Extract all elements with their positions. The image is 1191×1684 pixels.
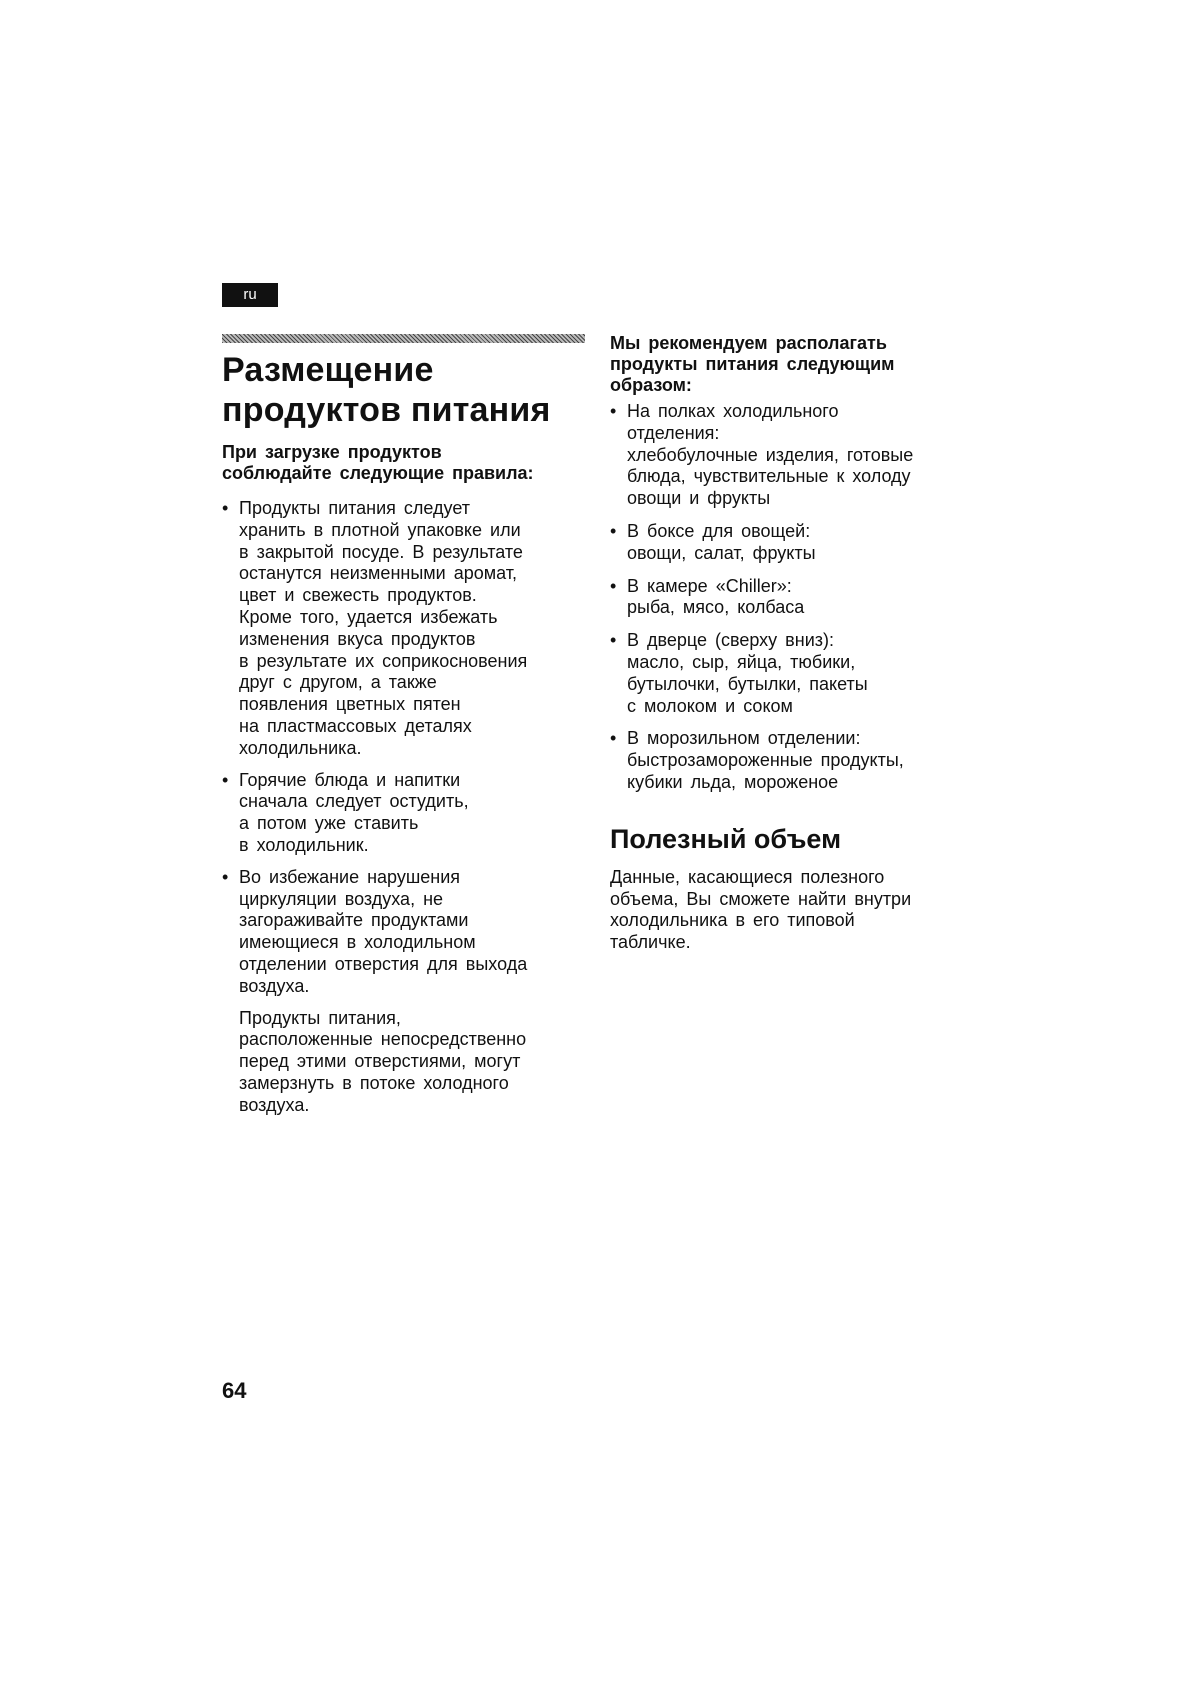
list-item [222,867,588,998]
page-title: Размещение продуктов питания [222,351,551,429]
list-item-text: На полках холодильного отделения: хлебобулочные изделия, готовые блюда, чувствительные к холоду овощи и фрукты [627,401,914,509]
bullet-icon: • [222,498,229,518]
bullet-icon: • [610,401,617,421]
bullet-icon: • [222,769,229,790]
bullet-icon: • [222,866,229,887]
note-paragraph: Продукты питания, расположенные непосредственно перед этими отверстиями, могут замерзнуть в потоке холодного воздуха. [239,1007,527,1115]
left-subheading: При загрузке продуктов соблюдайте следующие правила: [222,442,534,483]
bullet-icon: • [610,520,617,541]
list-item [610,401,972,510]
list-item [610,630,972,717]
bullet-icon: • [610,630,617,651]
body-paragraph: Данные, касающиеся полезного объема, Вы сможете найти внутри холодильника в его типовой табличке. [610,866,912,953]
list-item-text: Во избежание нарушения циркуляции воздуха, не загораживайте продуктами имеющиеся в холодильном отделении отверстия для выхода воздуха. [239,866,528,996]
list-item [610,521,972,565]
rules-list [222,498,588,998]
right-column [610,333,972,954]
list-item-text: В морозильном отделении: быстрозамороженные продукты, кубики льда, мороженое [627,728,904,792]
section-title: Полезный объем [610,823,842,854]
placement-list [610,401,972,794]
left-column [222,350,588,1117]
page-number: 64 [222,1378,247,1403]
list-item [222,770,588,857]
list-item-text: В боксе для овощей: овощи, салат, фрукты [627,520,816,563]
language-tab: ru [222,283,278,307]
right-subheading: Мы рекомендуем располагать продукты питания следующим образом: [610,333,895,395]
list-item [610,576,972,620]
list-item-text: Продукты питания следует хранить в плотной упаковке или в закрытой посуде. В результате останутся неизменными аромат, цвет и свежесть продуктов. Кроме того, удается избежать изменения вкуса продуктов в результате их соприкосновения друг с другом, а также появления цветных пятен на пластмассовых деталях холодильника. [239,498,528,758]
list-item-text: Горячие блюда и напитки сначала следует остудить, а потом уже ставить в холодильник. [239,769,469,855]
list-item-text: В дверце (сверху вниз): масло, сыр, яйца, тюбики, бутылочки, бутылки, пакеты с молоком и соком [627,630,868,716]
list-item [610,728,972,793]
section-rule [222,334,585,343]
list-item-text: В камере «Chiller»: рыба, мясо, колбаса [627,575,805,618]
list-item [222,498,588,760]
bullet-icon: • [610,728,617,749]
bullet-icon: • [610,575,617,596]
